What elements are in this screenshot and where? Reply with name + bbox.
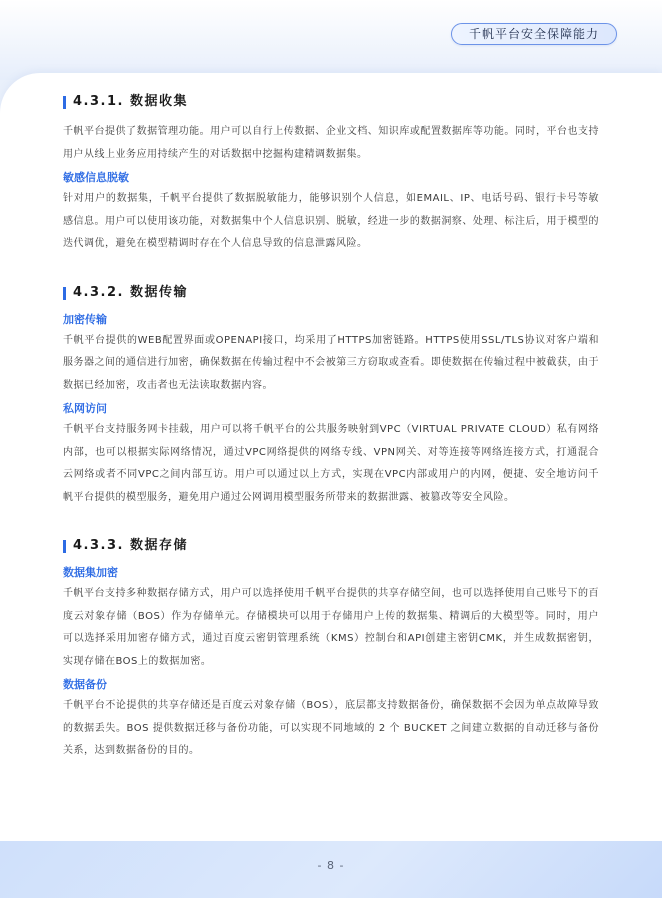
section-data-transmission <box>63 283 599 510</box>
subsection-heading: 数据集加密 <box>63 566 118 579</box>
page-content <box>63 92 599 790</box>
document-header-title: 千帆平台安全保障能力 <box>451 23 617 45</box>
section-heading <box>63 536 599 556</box>
heading-accent-bar <box>63 287 66 300</box>
subsection-body: 千帆平台支持服务网卡挂载，用户可以将千帆平台的公共服务映射到VPC（VIRTUAL PRIVATE CLOUD）私有网络内部，也可以根据实际网络情况，通过VPC网络提供的网络专线、VPN网关、对等连接等网络连接方式，打通混合云网络或者不同VPC之间内部互访。用户可以通过以上方式，实现在VPC内部或用户的内网，便捷、安全地访问千帆平台提供的模型服务，避免用户通过公网调用模型服务所带来的数据泄露、被篡改等安全风险。 <box>63 424 599 503</box>
subsection-heading: 敏感信息脱敏 <box>63 171 129 184</box>
subsection-body: 针对用户的数据集，千帆平台提供了数据脱敏能力，能够识别个人信息，如EMAIL、IP、电话号码、银行卡号等敏感信息。用户可以使用该功能，对数据集中个人信息识别、脱敏，经进一步的数据洞察、处理、标注后，用于模型的迭代调优，避免在模型精调时存在个人信息导致的信息泄露风险。 <box>63 193 599 249</box>
section-data-storage <box>63 536 599 763</box>
subsection-heading: 私网访问 <box>63 402 107 415</box>
subsection-body: 千帆平台不论提供的共享存储还是百度云对象存储（BOS），底层都支持数据备份，确保数据不会因为单点故障导致的数据丢失。BOS 提供数据迁移与备份功能，可以实现不同地域的 2 个 BUCKET 之间建立数据的自动迁移与备份关系，达到数据备份的目的。 <box>63 700 599 756</box>
section-heading-text: 4.3.2. 数据传输 <box>73 284 188 300</box>
section-heading-text: 4.3.1. 数据收集 <box>73 94 188 109</box>
subsection-heading: 加密传输 <box>63 312 107 326</box>
section-data-collection <box>63 92 599 256</box>
page-number: - 8 - <box>317 859 345 872</box>
subsection-body: 千帆平台支持多种数据存储方式，用户可以选择使用千帆平台提供的共享存储空间，也可以选择使用自己账号下的百度云对象存储（BOS）作为存储单元。存储模块可以用于存储用户上传的数据集、精调后的大模型等。同时，用户可以选择采用加密存储方式，通过百度云密钥管理系统（KMS）控制台和API创建主密钥CMK，并生成数据密钥，实现存储在BOS上的数据加密。 <box>63 588 599 667</box>
heading-accent-bar <box>63 540 66 553</box>
section-heading <box>63 92 599 112</box>
section-heading-text: 4.3.3. 数据存储 <box>73 538 188 553</box>
section-heading <box>63 283 599 303</box>
heading-accent-bar <box>63 96 66 109</box>
section-intro: 千帆平台提供了数据管理功能。用户可以自行上传数据、企业文档、知识库或配置数据库等功能。同时，平台也支持用户从线上业务应用持续产生的对话数据中挖掘构建精调数据集。 <box>63 126 599 160</box>
subsection-heading: 数据备份 <box>63 678 107 691</box>
subsection-body: 千帆平台提供的WEB配置界面或OPENAPI接口，均采用了HTTPS加密链路。HTTPS使用SSL/TLS协议对客户端和服务器之间的通信进行加密，确保数据在传输过程中不会被第三方窃取或查看。即使数据在传输过程中被截获，由于数据已经加密，攻击者也无法读取数据内容。 <box>63 334 599 391</box>
